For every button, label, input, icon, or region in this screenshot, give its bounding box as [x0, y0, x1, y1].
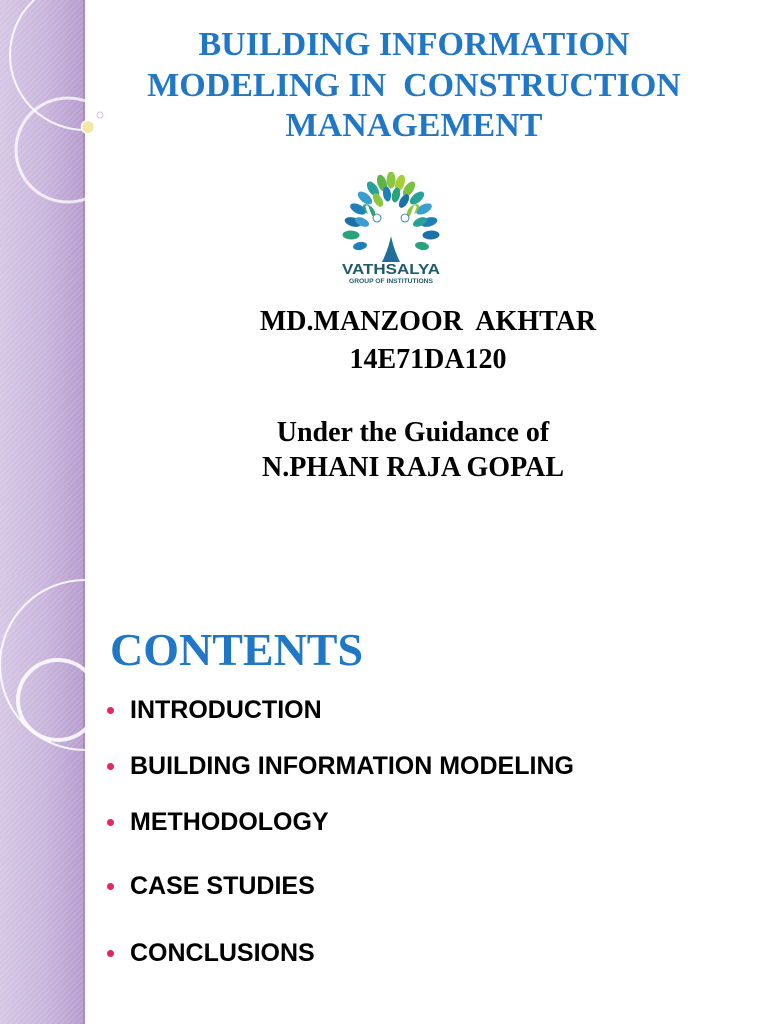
logo-leaf	[387, 172, 396, 189]
title-line: MODELING IN CONSTRUCTION	[147, 66, 681, 104]
list-item-label: INTRODUCTION	[130, 696, 322, 724]
bullet-dot-icon	[107, 707, 114, 714]
institution-logo	[338, 172, 448, 288]
logo-trunk	[382, 236, 400, 262]
decor-ring	[18, 660, 98, 740]
logo-figure-body	[377, 224, 378, 252]
list-item	[107, 751, 574, 781]
bullet-dot-icon	[107, 819, 114, 826]
list-item-label: CONCLUSIONS	[130, 939, 315, 967]
student-name: MD.MANZOOR AKHTAR	[259, 306, 597, 337]
contents-slide	[0, 575, 768, 1024]
logo-leaf	[342, 230, 359, 240]
bullet-dot-icon	[107, 950, 114, 957]
logo-name: VATHSALYA	[342, 261, 441, 278]
logo-leaf	[422, 230, 439, 240]
logo-leaf	[414, 241, 429, 251]
logo-leaf	[352, 241, 367, 251]
logo-figure-head	[401, 214, 409, 222]
guidance-label: Under the Guidance of	[276, 417, 550, 448]
guidance-info	[85, 415, 741, 485]
list-item	[107, 938, 315, 968]
title-line: MANAGEMENT	[285, 107, 543, 144]
student-info	[114, 303, 742, 379]
guide-name: N.PHANI RAJA GOPAL	[261, 452, 565, 483]
list-item-label: CASE STUDIES	[130, 872, 315, 900]
list-item-label: METHODOLOGY	[130, 808, 329, 836]
contents-heading: CONTENTS	[110, 624, 364, 675]
bullet-dot-icon	[107, 763, 114, 770]
list-item	[107, 807, 329, 837]
slide-title	[85, 25, 743, 147]
student-id: 14E71DA120	[349, 344, 507, 375]
list-item	[107, 871, 315, 901]
decor-arc	[0, 580, 110, 750]
sidebar-decoration	[0, 575, 110, 1024]
list-item	[107, 695, 322, 725]
logo-figure-head	[373, 214, 381, 222]
logo-figure-body	[404, 224, 405, 252]
bullet-dot-icon	[107, 883, 114, 890]
logo-tagline: GROUP OF INSTITUTIONS	[349, 279, 433, 285]
list-item-label: BUILDING INFORMATION MODELING	[130, 752, 574, 780]
title-line: BUILDING INFORMATION	[198, 26, 630, 63]
